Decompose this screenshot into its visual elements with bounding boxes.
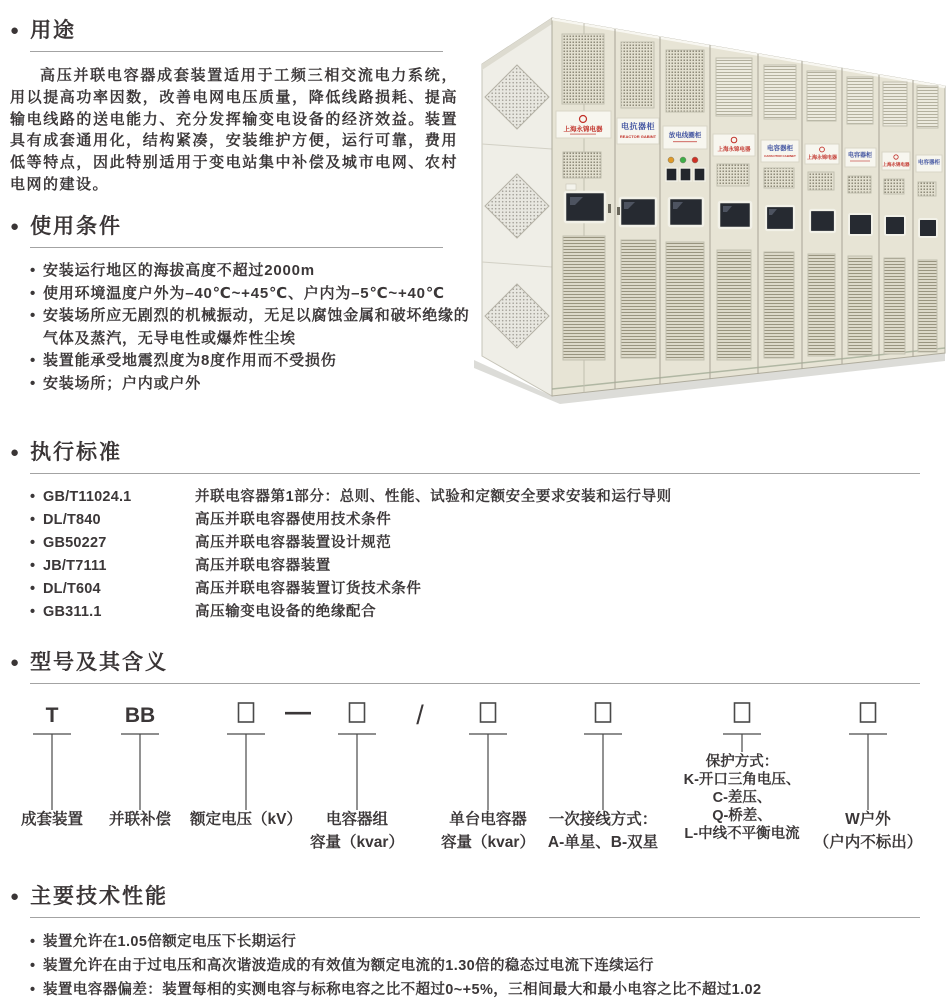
condition-text: 安装运行地区的海拔高度不超过2000m — [43, 262, 315, 279]
performance-text: 装置电容器偏差：装置每相的实测电容与标称电容之比不超过0~+5%，三相间最大和最小电容之比不超过1.02 — [43, 982, 762, 998]
reactor-cabinet-right-door — [617, 42, 659, 358]
heading-bullet-icon: ● — [10, 21, 20, 39]
list-item — [30, 305, 470, 350]
model-symbol-T: T — [45, 704, 59, 727]
section-conditions — [10, 210, 470, 395]
list-item — [30, 954, 930, 978]
door-handle — [617, 207, 620, 215]
heading-bullet-icon: ● — [10, 653, 20, 671]
model-label: （户内不标出） — [813, 834, 923, 851]
list-item — [30, 978, 930, 1002]
list-bullet-icon: • — [30, 374, 37, 392]
brand-label: 上海永锦电器 — [806, 155, 838, 161]
list-item — [30, 350, 470, 373]
standard-desc: 高压输变电设备的绝缘配合 — [195, 604, 377, 620]
capacitor-cabinet-door — [713, 58, 755, 360]
product-photo — [470, 8, 948, 398]
model-symbol-BB: BB — [124, 704, 156, 727]
model-label-protection: K-开口三角电压、 — [683, 772, 801, 788]
model-placeholder-box — [239, 703, 254, 722]
standard-row — [30, 555, 930, 578]
reactor-cabinet-left-door — [556, 34, 611, 360]
list-bullet-icon: • — [30, 512, 36, 528]
standards-title: 执行标准 — [30, 441, 123, 464]
model-placeholder-box — [861, 703, 876, 722]
model-code-diagram — [10, 696, 930, 866]
list-bullet-icon: • — [30, 284, 37, 302]
standards-divider — [30, 473, 920, 474]
performance-divider — [30, 917, 920, 918]
standard-desc: 高压并联电容器装置订货技术条件 — [195, 581, 422, 597]
conditions-heading — [10, 210, 470, 240]
heading-bullet-icon: ● — [10, 217, 20, 235]
model-placeholder-boxes — [239, 703, 876, 722]
standard-row — [30, 486, 930, 509]
standard-desc: 高压并联电容器装置 — [195, 558, 331, 574]
list-bullet-icon: • — [30, 262, 37, 279]
standard-code: JB/T7111 — [43, 558, 107, 574]
indicator-light-red — [692, 157, 698, 163]
model-label: 一次接线方式： — [548, 811, 658, 828]
capacitor-cabinet-door — [805, 71, 839, 356]
model-placeholder-box — [350, 703, 365, 722]
model-placeholder-box — [481, 703, 496, 722]
list-bullet-icon: • — [30, 352, 37, 369]
inspection-window — [719, 202, 751, 228]
inspection-window — [849, 214, 872, 235]
capacitor-label-cn: 电容器柜 — [917, 160, 941, 166]
list-item — [30, 260, 470, 283]
list-item — [30, 373, 470, 396]
model-label: 容量（kvar） — [441, 834, 535, 851]
performance-list — [10, 930, 930, 1002]
conditions-title: 使用条件 — [30, 215, 123, 238]
standard-desc: 高压并联电容器装置设计规范 — [195, 535, 392, 551]
standard-row — [30, 601, 930, 624]
model-placeholder-box — [596, 703, 611, 722]
condition-text: 安装场所；户内或户外 — [43, 374, 202, 392]
standard-code: GB311.1 — [43, 604, 102, 620]
model-label-protection: L-中线不平衡电流 — [684, 826, 800, 842]
model-label: 并联补偿 — [108, 811, 172, 828]
inspection-window — [565, 192, 605, 222]
model-symbol-dash: — — [285, 696, 311, 726]
condition-text: 装置能承受地震烈度为8度作用而不受损伤 — [43, 352, 337, 369]
standards-list — [10, 486, 930, 624]
cabinet-side-panel — [482, 18, 552, 396]
list-bullet-icon: • — [30, 489, 36, 505]
model-label-protection: C-差压、 — [712, 790, 772, 806]
section-standards — [10, 436, 930, 624]
model-symbol-slash: / — [416, 700, 424, 730]
purpose-heading — [10, 14, 462, 44]
model-divider — [30, 683, 920, 684]
condition-text: 使用环境温度户外为–40℃~+45℃、户内为–5℃~+40℃ — [43, 284, 445, 302]
capacitor-label-cn: 电容器柜 — [767, 145, 793, 152]
indicator-light-green — [680, 157, 686, 163]
heading-bullet-icon: ● — [10, 887, 20, 905]
capacitor-cabinet-door — [761, 65, 799, 358]
list-item — [30, 283, 470, 306]
capacitor-label-cn: 电容器柜 — [847, 153, 873, 159]
standards-heading — [10, 436, 930, 466]
model-label-protection: 保护方式： — [705, 754, 779, 770]
list-bullet-icon: • — [30, 558, 36, 574]
performance-text: 装置允许在由于过电压和高次谐波造成的有效值为额定电流的1.30倍的稳态过电流下连续运行 — [43, 958, 654, 974]
model-label: 容量（kvar） — [310, 834, 404, 851]
purpose-title: 用途 — [30, 19, 77, 42]
heading-bullet-icon: ● — [10, 443, 20, 461]
conditions-list — [10, 260, 470, 395]
list-bullet-icon: • — [30, 535, 36, 551]
performance-heading — [10, 880, 930, 910]
brand-label: 上海永锦电器 — [882, 162, 910, 167]
model-label: A-单星、B-双星 — [547, 834, 659, 851]
capacitor-label-en: CAPACITOR CABINET — [764, 154, 796, 158]
standard-row — [30, 532, 930, 555]
conditions-divider — [30, 247, 443, 248]
indicator-lights — [668, 157, 698, 163]
list-bullet-icon: • — [30, 604, 36, 620]
performance-title: 主要技术性能 — [30, 885, 169, 908]
inspection-window — [620, 198, 656, 226]
list-bullet-icon: • — [30, 307, 37, 324]
standard-code: DL/T840 — [43, 512, 101, 528]
model-label: 电容器组 — [325, 811, 389, 828]
model-title: 型号及其含义 — [30, 651, 169, 674]
panel-meters — [666, 168, 705, 181]
model-placeholder-box — [735, 703, 750, 722]
capacitor-cabinet-door — [845, 77, 876, 355]
list-item — [30, 930, 930, 954]
condition-text: 安装场所应无剧烈的机械振动，无足以腐蚀金属和破坏绝缘的气体及蒸汽，无导电性或爆炸性尘埃 — [43, 307, 470, 347]
inspection-window — [885, 216, 905, 235]
model-label-protection: Q-桥差、 — [712, 808, 772, 824]
list-bullet-icon: • — [30, 982, 36, 998]
model-label: 单台电容器 — [449, 811, 527, 828]
standard-code: GB50227 — [43, 535, 107, 551]
standard-code: DL/T604 — [43, 581, 101, 597]
inspection-window — [810, 210, 835, 232]
purpose-divider — [30, 51, 443, 52]
list-bullet-icon: • — [30, 934, 36, 950]
inspection-window — [766, 206, 794, 230]
standard-row — [30, 509, 930, 532]
model-label: 成套装置 — [20, 811, 84, 828]
section-purpose — [10, 14, 462, 196]
model-label: 额定电压（kV） — [190, 811, 302, 828]
reactor-label-cn: 电抗器柜 — [621, 122, 655, 131]
section-performance — [10, 880, 930, 1002]
discharge-coil-cabinet — [663, 50, 707, 360]
standard-desc: 高压并联电容器使用技术条件 — [195, 512, 392, 528]
brand-label: 上海永锦电器 — [563, 126, 603, 133]
standard-desc: 并联电容器第1部分：总则、性能、试验和定额安全要求安装和运行导则 — [195, 489, 672, 505]
standard-row — [30, 578, 930, 601]
inspection-window — [669, 198, 703, 226]
model-heading — [10, 646, 930, 676]
door-handle — [608, 204, 611, 213]
performance-text: 装置允许在1.05倍额定电压下长期运行 — [43, 934, 297, 950]
list-bullet-icon: • — [30, 958, 36, 974]
inspection-window — [919, 219, 937, 237]
brand-label: 上海永锦电器 — [717, 147, 751, 153]
discharge-label-cn: 放电线圈柜 — [668, 132, 702, 139]
reactor-label-en: REACTOR GABINT — [619, 134, 657, 139]
purpose-paragraph: 高压并联电容器成套装置适用于工频三相交流电力系统，用以提高功率因数，改善电网电压质量，降低线路损耗、提高输电线路的送电能力、充分发挥输变电设备的经济效益。装置具有成套通用化，结构紧凑，安装维护方便，运行可靠，费用低等特点，因此特别适用于变电站集中补偿及城市电网、农村电网的建设。 — [10, 67, 458, 193]
model-label: W户外 — [845, 811, 891, 828]
section-model — [10, 646, 930, 866]
list-bullet-icon: • — [30, 581, 36, 597]
indicator-light-amber — [668, 157, 674, 163]
standard-code: GB/T11024.1 — [43, 489, 132, 505]
